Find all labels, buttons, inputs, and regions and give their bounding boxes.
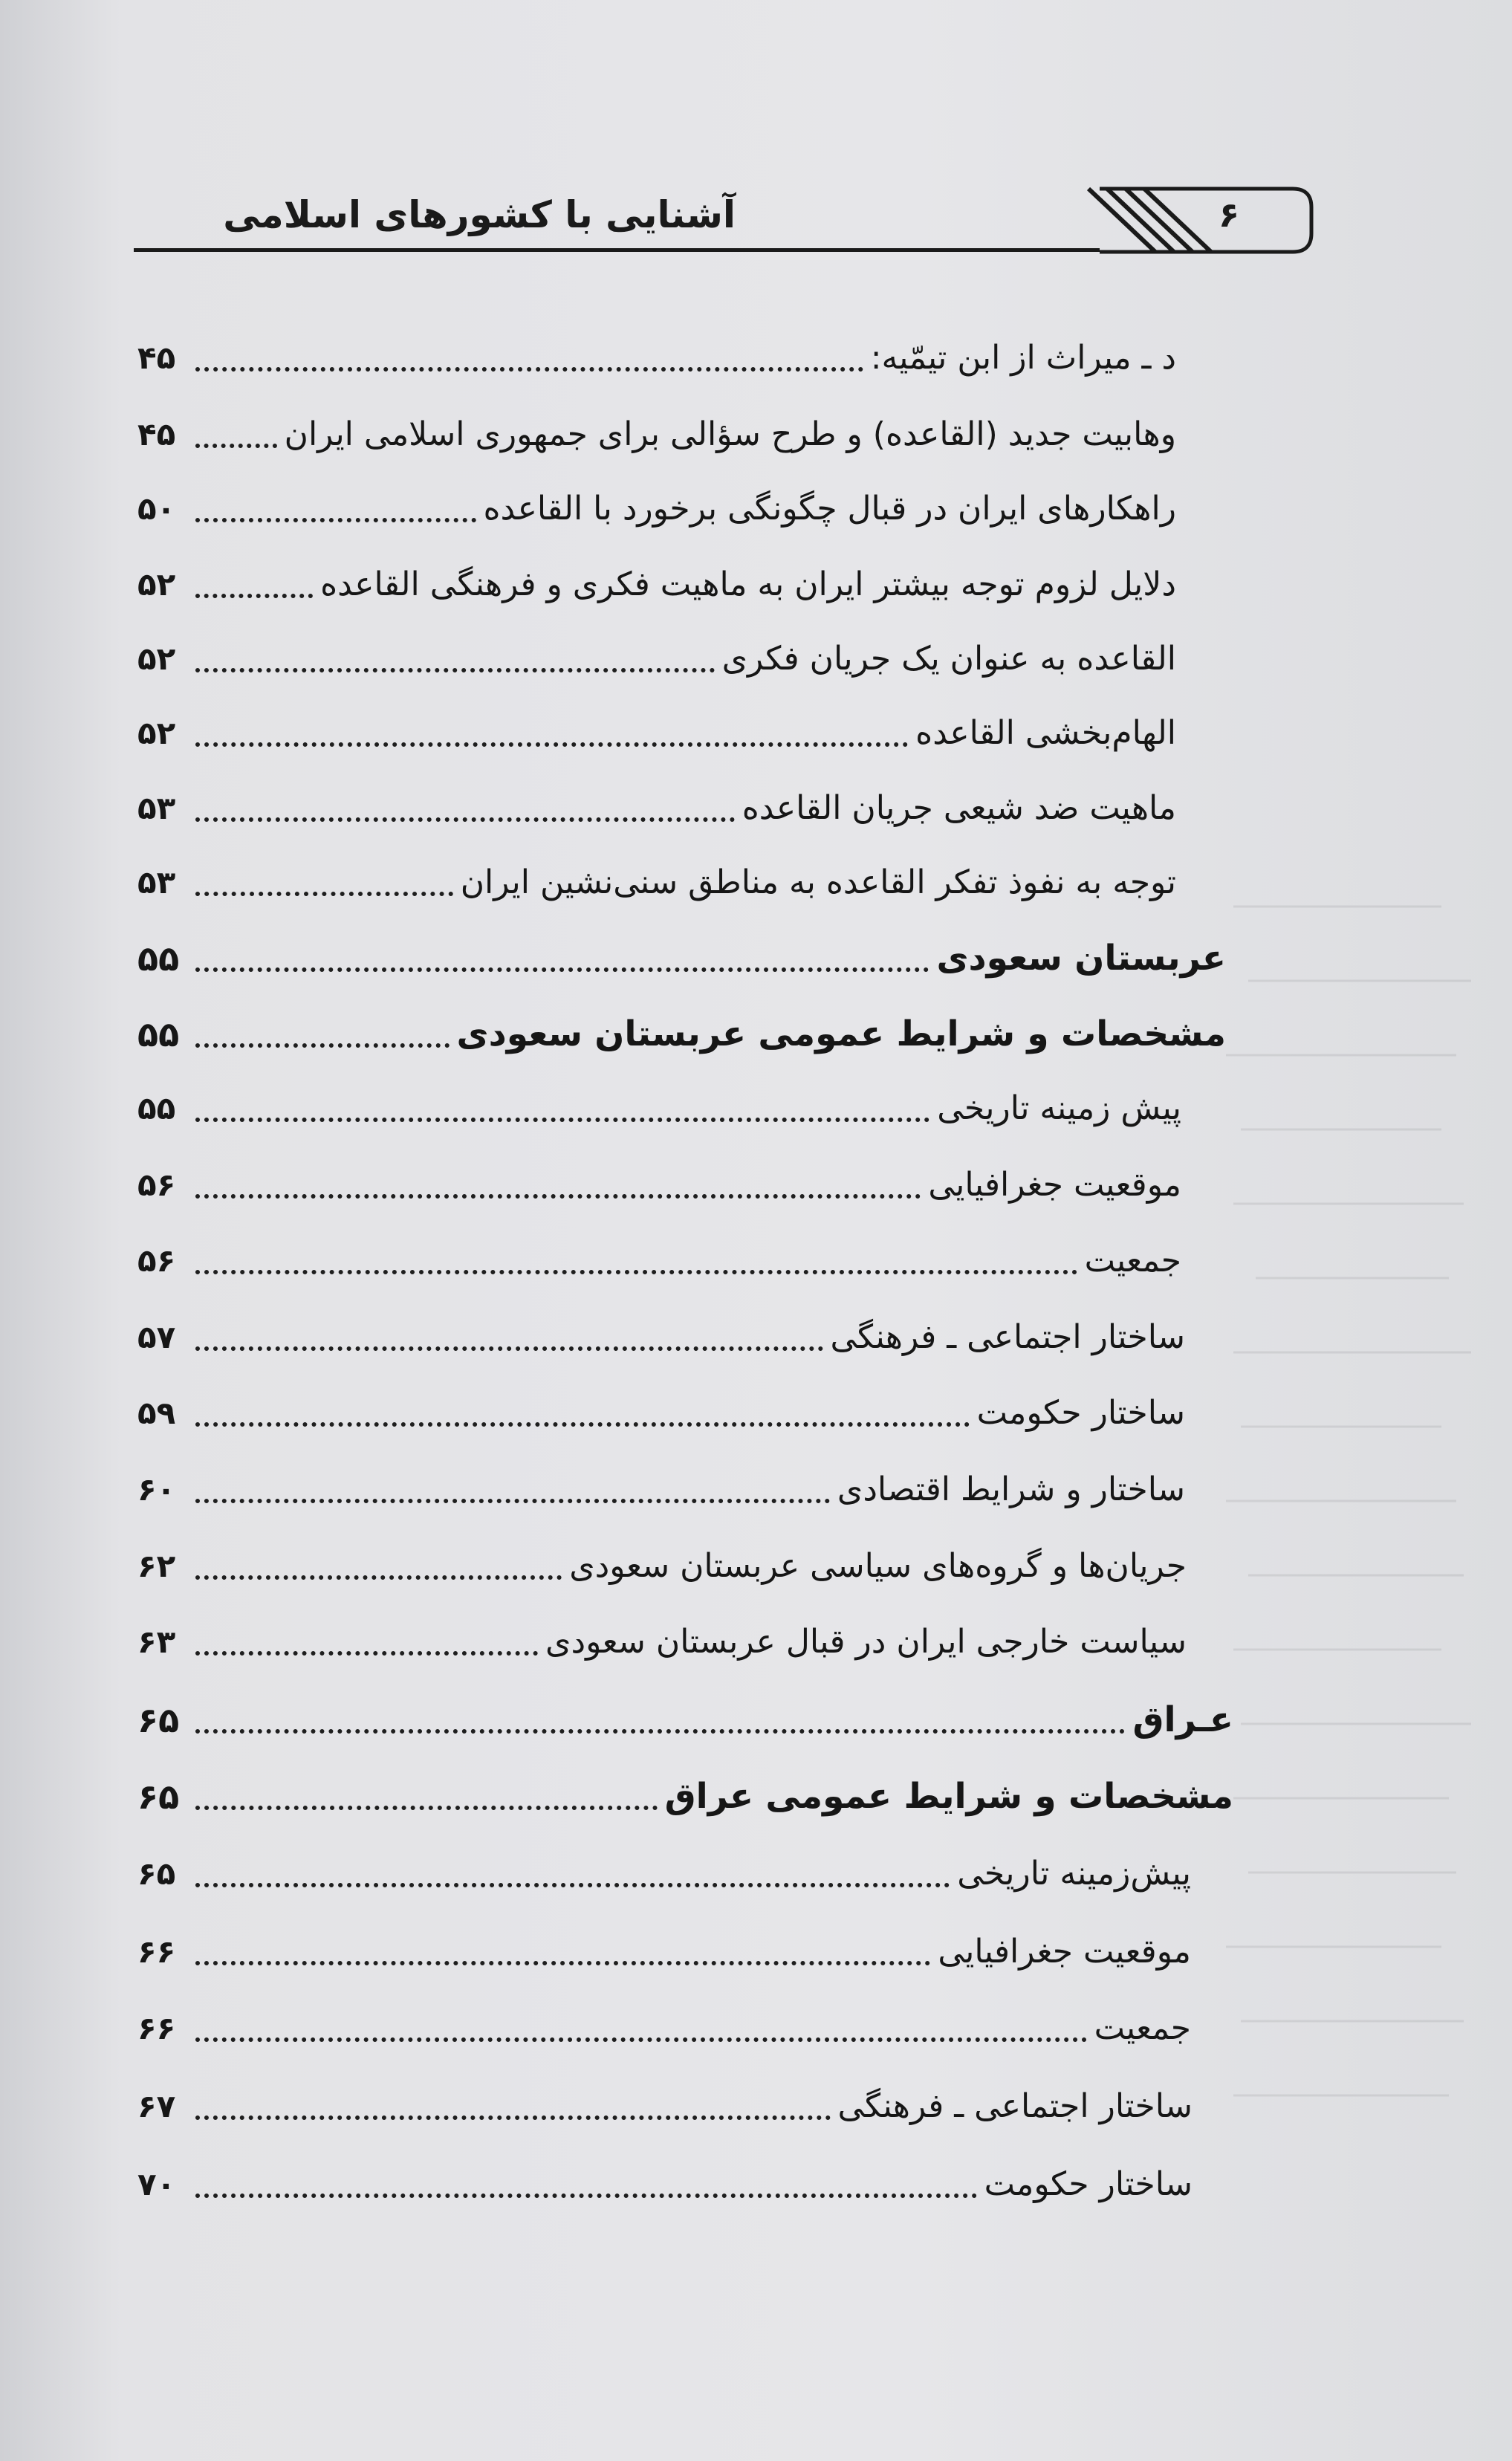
toc-entry-title: مشخصات و شرایط عمومی عراق [664, 1776, 1233, 1817]
toc-entry-main [137, 1698, 1233, 1742]
toc-entry-page: ۶۵ [137, 1777, 180, 1817]
toc-entry-main [137, 1012, 1226, 1057]
toc-entry-page: ۵۵ [137, 1014, 180, 1054]
dot-leader [195, 2037, 1087, 2042]
dot-leader [195, 1422, 970, 1427]
dot-leader [195, 444, 277, 448]
toc-entry-title: موقعیت جغرافیایی [928, 1166, 1181, 1204]
toc-entry-page: ۶۵ [137, 1700, 180, 1740]
toc-entry-page: ۵۶ [137, 1167, 176, 1203]
toc-entry-page: ۶۶ [137, 1933, 176, 1970]
toc-entry-title: جریان‌ها و گروه‌های سیاسی عربستان سعودی [569, 1547, 1187, 1585]
dot-leader [195, 1575, 562, 1580]
toc-entry-title: ساختار اجتماعی ـ فرهنگی [830, 1318, 1185, 1356]
toc-entry-title: دلایل لزوم توجه بیشتر ایران به ماهیت فکری و فرهنگی القاعده [320, 565, 1176, 603]
toc-entry-page: ۷۰ [137, 2166, 176, 2202]
dot-leader [195, 668, 715, 672]
toc-entry-title: عربستان سعودی [936, 938, 1226, 979]
dot-leader [195, 967, 929, 972]
toc-entry-main [137, 936, 1226, 981]
toc-entry-title: راهکارهای ایران در قبال چگونگی برخورد با القاعده [483, 490, 1176, 528]
toc-entry-page: ۵۲ [137, 715, 176, 751]
dot-leader [195, 2115, 831, 2120]
toc-entry [137, 412, 1176, 457]
dot-leader [195, 1883, 950, 1887]
toc-entry [137, 1620, 1187, 1664]
toc-entry-page: ۵۵ [137, 1090, 176, 1126]
toc-entry-title: موقعیت جغرافیایی [938, 1933, 1191, 1971]
dot-leader [195, 1043, 450, 1048]
toc-entry-title: مشخصات و شرایط عمومی عربستان سعودی [456, 1014, 1226, 1054]
dot-leader [195, 594, 313, 598]
toc-entry [137, 336, 1176, 380]
dot-leader [195, 367, 863, 372]
dot-leader [195, 892, 453, 896]
toc-entry [137, 1086, 1181, 1131]
toc-entry [137, 1852, 1191, 1896]
toc-entry-page: ۵۲ [137, 566, 176, 603]
dot-leader [195, 1729, 1125, 1734]
toc-entry [137, 562, 1176, 607]
toc-entry-title: د ـ میراث از ابن تیمّیه: [870, 339, 1176, 377]
toc-entry-page: ۴۵ [137, 416, 176, 453]
toc-entry-page: ۶۳ [137, 1624, 176, 1660]
toc-entry-main [137, 1774, 1233, 1819]
toc-entry [137, 1544, 1187, 1589]
toc-entry-page: ۵۳ [137, 790, 176, 826]
dot-leader [195, 1806, 658, 1810]
dot-leader [195, 1270, 1077, 1274]
toc-entry-title: الهام‌بخشی القاعده [915, 714, 1176, 752]
dot-leader [195, 1118, 929, 1122]
toc-entry [137, 1391, 1185, 1436]
toc-entry-page: ۶۶ [137, 2010, 176, 2046]
toc-entry-title: سیاست خارجی ایران در قبال عربستان سعودی [545, 1623, 1187, 1661]
toc-entry-page: ۴۵ [137, 340, 176, 376]
toc-entry-title: توجه به نفوذ تفکر القاعده به مناطق سنی‌نشین ایران [460, 863, 1176, 901]
toc-entry [137, 487, 1176, 531]
toc-entry-page: ۵۷ [137, 1319, 176, 1355]
toc-entry-title: عـراق [1132, 1699, 1233, 1740]
toc-entry [137, 711, 1176, 756]
toc-entry-title: پیش‌زمینه تاریخی [957, 1855, 1191, 1893]
dot-leader [195, 1499, 830, 1503]
toc-entry-title: پیش زمینه تاریخی [937, 1089, 1181, 1127]
dot-leader [195, 1346, 823, 1351]
dot-leader [195, 1651, 538, 1656]
page-number: ۶ [1219, 195, 1240, 235]
dot-leader [195, 817, 735, 822]
toc-entry-title: ساختار و شرایط اقتصادی [837, 1471, 1185, 1508]
toc-entry-title: ماهیت ضد شیعی جریان القاعده [742, 789, 1176, 827]
toc-entry-page: ۵۲ [137, 641, 176, 677]
toc-entry [137, 860, 1176, 905]
toc-entry-title: وهابیت جدید (القاعده) و طرح سؤالی برای جمهوری اسلامی ایران [284, 415, 1176, 453]
toc-entry-page: ۶۷ [137, 2088, 176, 2124]
toc-entry [137, 1239, 1181, 1283]
toc-entry [137, 1468, 1185, 1512]
toc-entry [137, 2162, 1193, 2207]
toc-entry-page: ۶۰ [137, 1471, 176, 1508]
toc-entry-title: جمعیت [1084, 1242, 1181, 1280]
toc-entry [137, 637, 1176, 681]
toc-entry [137, 786, 1176, 831]
dot-leader [195, 1961, 930, 1965]
dot-leader [195, 2194, 977, 2198]
toc-entry-page: ۵۹ [137, 1395, 176, 1431]
book-title: آشنایی با کشورهای اسلامی [223, 193, 736, 236]
toc-entry [137, 2084, 1193, 2129]
toc-entry-page: ۵۰ [137, 490, 176, 527]
toc-entry-page: ۵۵ [137, 938, 180, 979]
toc-entry-page: ۶۵ [137, 1855, 176, 1892]
toc-entry [137, 1315, 1185, 1360]
toc-entry-title: ساختار حکومت [976, 1394, 1185, 1432]
toc-entry-title: القاعده به عنوان یک جریان فکری [721, 640, 1176, 678]
toc-entry-page: ۶۲ [137, 1548, 176, 1584]
toc-entry [137, 1163, 1181, 1207]
toc-entry-title: جمعیت [1094, 2009, 1191, 2047]
dot-leader [195, 1194, 921, 1199]
toc-entry-title: ساختار حکومت [984, 2165, 1193, 2203]
dot-leader [195, 518, 476, 522]
toc-entry [137, 2006, 1191, 2051]
toc-entry-page: ۵۶ [137, 1242, 176, 1279]
toc-entry-title: ساختار اجتماعی ـ فرهنگی [837, 2087, 1193, 2125]
toc-entry-page: ۵۳ [137, 864, 176, 901]
dot-leader [195, 742, 908, 747]
toc-entry [137, 1930, 1191, 1974]
